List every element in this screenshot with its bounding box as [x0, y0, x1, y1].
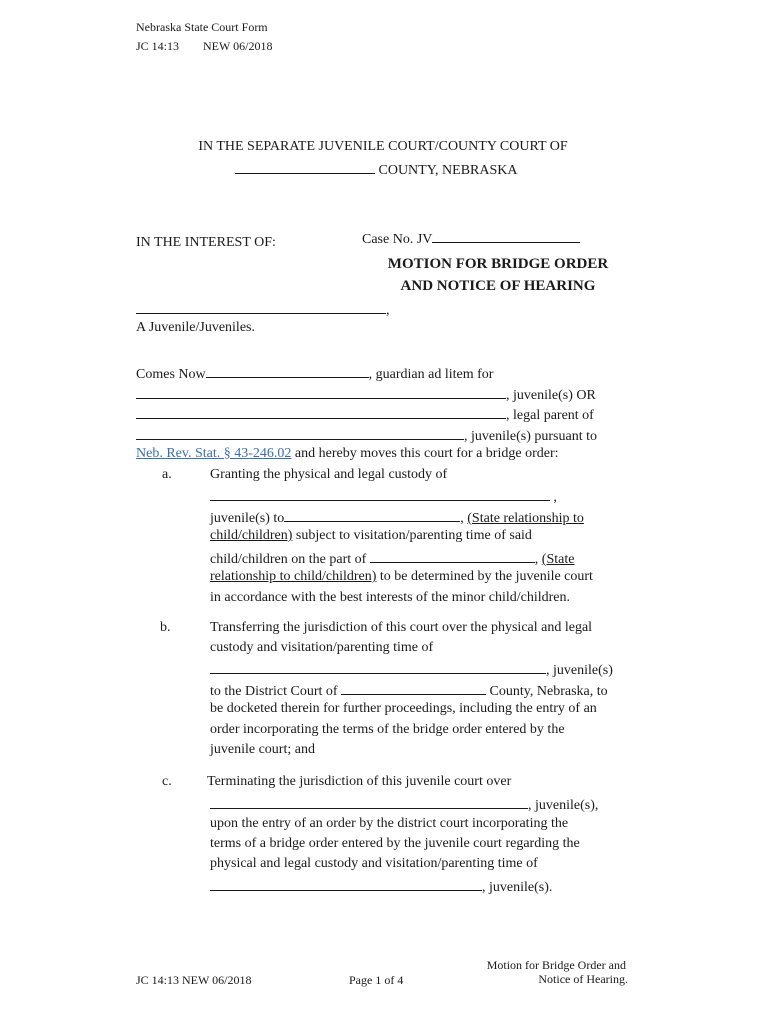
legal-parent-row	[136, 405, 594, 424]
form-revision: NEW 06/2018	[203, 39, 273, 53]
legal-parent-text: , legal parent of	[506, 408, 594, 423]
item-a-relationship-1b: child/children)	[210, 528, 293, 543]
item-b-line-1: Transferring the jurisdiction of this court over the physical and legal	[210, 620, 593, 635]
juvenile-blank-1[interactable]	[136, 385, 506, 399]
juvenile-name-row	[136, 300, 390, 319]
item-b-line-4	[210, 681, 608, 700]
item-c-juvenile-text: , juvenile(s),	[528, 798, 599, 813]
item-b-line-5: be docketed therein for further proceedings, including the entry of an	[210, 701, 597, 716]
item-b-line-7: juvenile court; and	[210, 742, 315, 757]
footer-title-1: Motion for Bridge Order and	[486, 958, 626, 972]
item-a-part-of-text: child/children on the part of	[210, 552, 370, 567]
item-c-marker: c.	[162, 774, 172, 789]
item-a-relationship-2: (State	[541, 552, 575, 567]
pursuant-row	[136, 426, 597, 445]
juvenile-blank-2[interactable]	[136, 426, 464, 440]
item-a-line-7: in accordance with the best interests of the minor child/children.	[210, 590, 570, 605]
juvenile-label: A Juvenile/Juveniles.	[136, 320, 255, 335]
header-state: Nebraska	[136, 20, 182, 34]
header-form-type: State Court Form	[184, 20, 268, 34]
juvenile-or-row	[136, 385, 596, 404]
court-line-2	[235, 160, 517, 179]
item-b-line-6: order incorporating the terms of the bridge order entered by the	[210, 722, 565, 737]
pursuant-text: , juvenile(s) pursuant to	[464, 429, 597, 444]
gal-for-text: , guardian ad litem for	[368, 367, 494, 382]
item-b-line-2: custody and visitation/parenting time of	[210, 640, 434, 655]
comes-now-row	[136, 364, 493, 383]
item-a-line-4	[210, 528, 532, 544]
county-suffix: COUNTY, NEBRASKA	[378, 163, 518, 178]
item-b-district-text: to the District Court of	[210, 684, 342, 699]
form-id-row	[136, 39, 272, 54]
juvenile-name-blank[interactable]	[136, 300, 386, 314]
item-b-county-text: County, Nebraska, to	[486, 684, 608, 699]
interest-of-label: IN THE INTEREST OF:	[136, 235, 276, 250]
gal-name-blank[interactable]	[206, 364, 369, 378]
page-number: Page 1 of 4	[349, 973, 404, 987]
item-a-party-blank[interactable]	[370, 549, 535, 563]
county-blank[interactable]	[235, 160, 375, 174]
parent-blank[interactable]	[136, 405, 506, 419]
item-a-comma-3: ,	[534, 552, 542, 567]
item-b-line-3	[210, 660, 613, 679]
item-a-line-2	[210, 487, 557, 506]
item-c-line-4: terms of a bridge order entered by the juvenile court regarding the	[210, 836, 580, 851]
statute-row	[136, 446, 559, 462]
item-a-line-1: Granting the physical and legal custody of	[210, 467, 448, 482]
moves-text: and hereby moves this court for a bridge order:	[291, 446, 559, 461]
form-header	[136, 20, 268, 35]
case-number	[362, 229, 580, 248]
motion-title-2: AND NOTICE OF HEARING	[400, 278, 596, 294]
case-no-label: Case No. JV	[362, 232, 433, 247]
item-a-custodian-blank[interactable]	[284, 508, 460, 522]
item-b-juvenile-text: , juvenile(s)	[546, 663, 613, 678]
item-a-marker: a.	[162, 467, 172, 482]
item-c-juvenile-text-2: , juvenile(s).	[482, 880, 553, 895]
footer-form-id: JC 14:13 NEW 06/2018	[136, 973, 252, 987]
item-a-comma: ,	[550, 490, 557, 505]
item-a-to-text: juvenile(s) to	[210, 511, 285, 526]
form-id: JC 14:13	[136, 39, 180, 53]
item-c-line-5: physical and legal custody and visitation/parenting time of	[210, 856, 538, 871]
item-c-line-3: upon the entry of an order by the district court incorporating the	[210, 816, 569, 831]
item-a-comma-2: ,	[460, 511, 468, 526]
item-a-relationship-2b: relationship to child/children)	[210, 569, 377, 584]
item-c-line-2	[210, 795, 598, 814]
comes-now-label: Comes Now	[136, 367, 206, 382]
item-c-juvenile-blank[interactable]	[210, 795, 528, 809]
footer-title-2: Notice of Hearing.	[538, 972, 628, 986]
item-b-juvenile-blank[interactable]	[210, 660, 546, 674]
court-line-1: IN THE SEPARATE JUVENILE COURT/COUNTY COURT OF	[198, 139, 568, 154]
item-a-line-3	[210, 508, 584, 527]
item-a-line-6	[210, 569, 593, 585]
motion-title-1: MOTION FOR BRIDGE ORDER	[387, 256, 609, 272]
case-no-blank[interactable]	[432, 229, 580, 243]
item-c-parent-blank[interactable]	[210, 877, 482, 891]
item-b-county-blank[interactable]	[341, 681, 486, 695]
juvenile-or-text: , juvenile(s) OR	[506, 388, 596, 403]
item-a-visitation-text: subject to visitation/parenting time of said	[292, 528, 532, 543]
item-a-juvenile-blank[interactable]	[210, 487, 550, 501]
item-b-marker: b.	[160, 620, 171, 635]
item-a-relationship-1: (State relationship to	[467, 511, 584, 526]
item-c-line-6	[210, 877, 552, 896]
item-c-line-1: Terminating the jurisdiction of this juvenile court over	[207, 774, 512, 789]
statute-link[interactable]: Neb. Rev. Stat. § 43-246.02	[136, 446, 292, 461]
item-a-determined-text: to be determined by the juvenile court	[376, 569, 593, 584]
juvenile-name-comma: ,	[386, 303, 390, 318]
item-a-line-5	[210, 549, 574, 568]
